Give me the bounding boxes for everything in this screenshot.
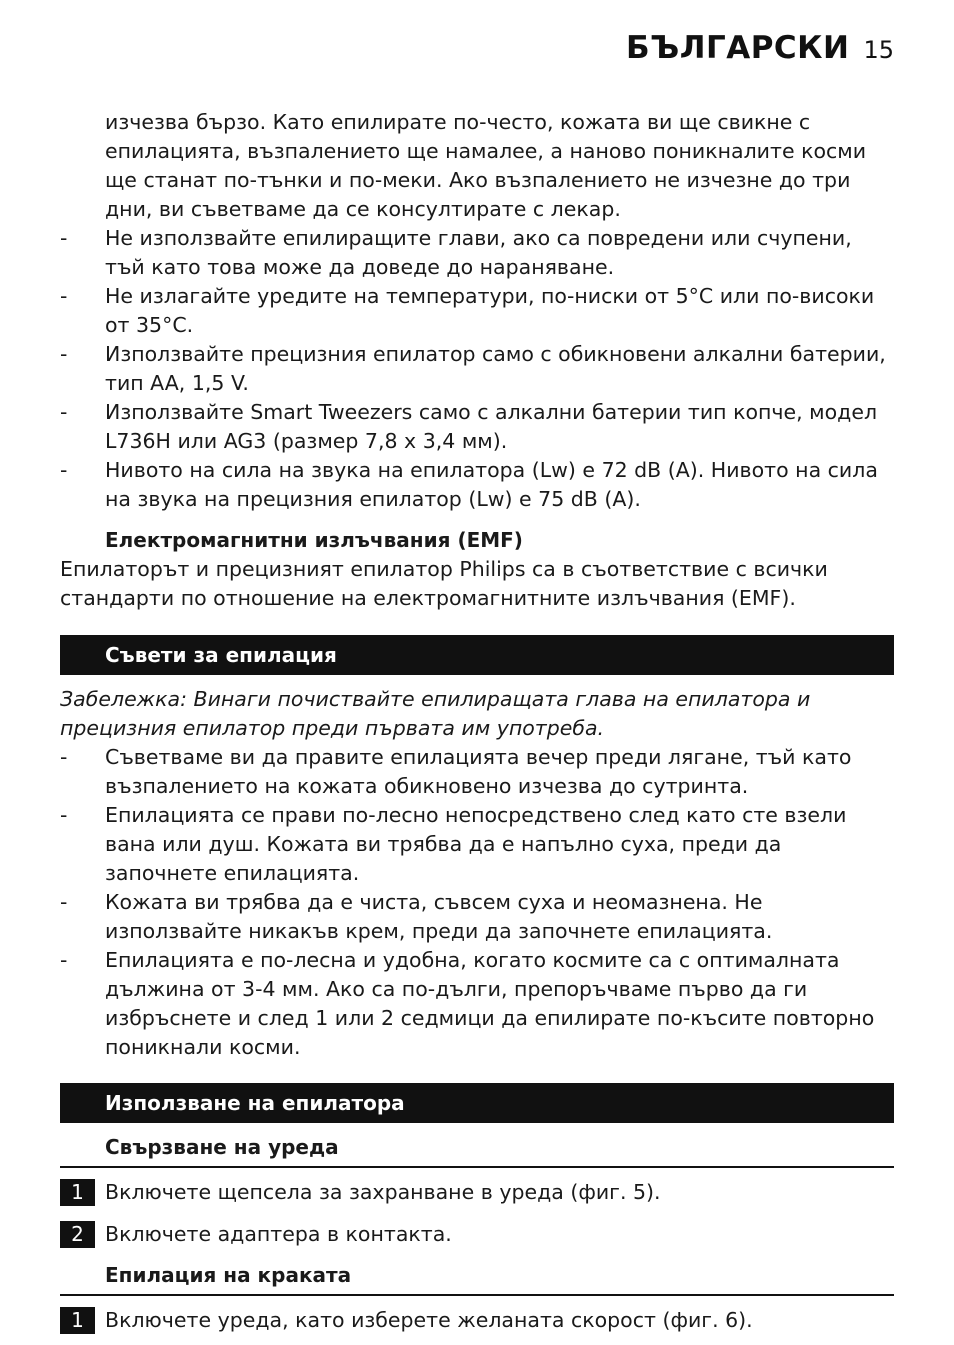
emf-text: Епилаторът и прецизният епилатор Philips са в съответствие с всички стандарти по отношение на електромагнитните излъчвания (EMF). [60,557,828,610]
list-item: - Кожата ви трябва да е чиста, съвсем суха и неомазнена. Не използвайте никакъв крем, преди да започнете епилацията. [60,888,894,946]
step-text: Включете адаптера в контакта. [105,1222,452,1246]
connect-heading: Свързване на уреда [60,1133,894,1168]
list-item: - Епилацията е по-лесна и удобна, когато космите са с оптималната дължина от 3-4 мм. Ако са по-дълги, препоръчваме първо да ги избръснете и след 1 или 2 седмици да епилирате по-късите повторно поникнали косми. [60,946,894,1062]
page-content [60,108,894,1335]
warnings-list [60,224,894,514]
list-item: - Използвайте прецизния епилатор само с обикновени алкални батерии, тип AA, 1,5 V. [60,340,894,398]
tips-section-heading: Съвети за епилация [60,635,894,675]
step-row [60,1220,894,1249]
step-number: 1 [60,1179,95,1206]
step-number: 1 [60,1307,95,1334]
step-number: 2 [60,1221,95,1248]
emf-heading: Електромагнитни излъчвания (EMF) [105,528,523,552]
intro-paragraph: изчезва бързо. Като епилирате по-често, кожата ви ще свикне с епилацията, възпалението ще намалее, а наново поникналите косми ще станат по-тънки и по-меки. Ако възпалението не изчезне до три дни, ви съветваме да се консултирате с лекар. [105,110,867,221]
step-text: Включете уреда, като изберете желаната скорост (фиг. 6). [105,1308,753,1332]
language-label: БЪЛГАРСКИ [625,30,850,66]
list-item: - Използвайте Smart Tweezers само с алкални батерии тип копче, модел L736H или AG3 (размер 7,8 x 3,4 мм). [60,398,894,456]
page-number: 15 [863,36,894,64]
step-row [60,1306,894,1335]
list-item: - Не използвайте епилиращите глави, ако са повредени или счупени, тъй като това може да доведе до нараняване. [60,224,894,282]
tips-list [60,743,894,1062]
step-text: Включете щепсела за захранване в уреда (фиг. 5). [105,1180,661,1204]
legs-heading: Епилация на краката [60,1261,894,1296]
list-item: - Епилацията се прави по-лесно непосредствено след като сте взели вана или душ. Кожата ви трябва да е напълно суха, преди да започнете епилацията. [60,801,894,888]
list-item: - Нивото на сила на звука на епилатора (Lw) е 72 dB (A). Нивото на сила на звука на прецизния епилатор (Lw) е 75 dB (A). [60,456,894,514]
list-item: - Съветваме ви да правите епилацията вечер преди лягане, тъй като възпалението на кожата обикновено изчезва до сутринта. [60,743,894,801]
step-row [60,1178,894,1207]
usage-section-heading: Използване на епилатора [60,1083,894,1123]
list-item: - Не излагайте уредите на температури, по-ниски от 5°C или по-високи от 35°C. [60,282,894,340]
tips-note: Забележка: Винаги почиствайте епилиращата глава на епилатора и прецизния епилатор преди първата им употреба. [60,687,811,740]
page-header [626,30,894,66]
